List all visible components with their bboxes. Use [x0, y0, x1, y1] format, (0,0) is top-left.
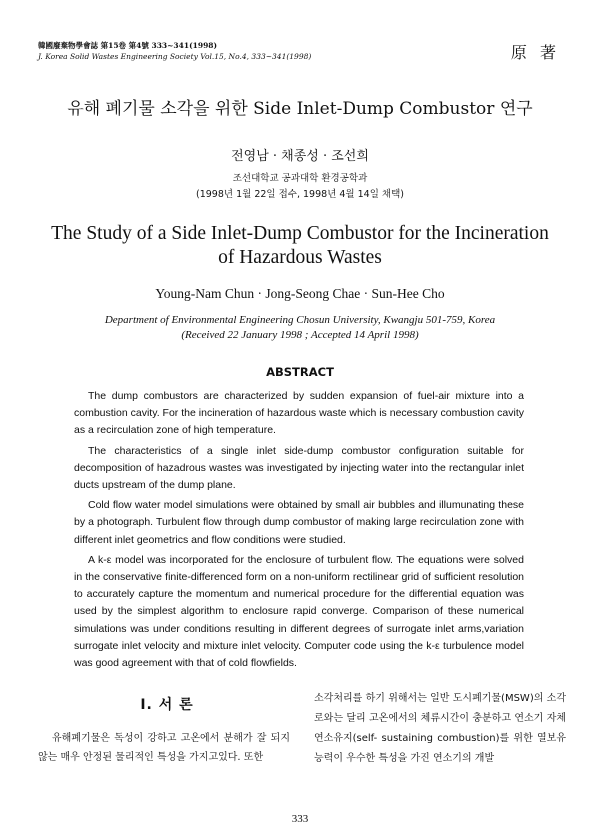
- affiliation-english: Department of Environmental Engineering Chosun University, Kwangju 501-759, Korea: [104, 314, 496, 326]
- title-english-line2: of Hazardous Wastes: [218, 247, 382, 268]
- abstract-paragraph: The characteristics of a single inlet side-dump combustor configuration suitable for decomposition of hazadrous wastes was investigated by injecting water into the rectangular inlet ducts upstream of the dump plane.: [74, 444, 524, 492]
- page-number: 333: [291, 813, 309, 825]
- title-english-line1: The Study of a Side Inlet-Dump Combustor for the Incineration: [51, 223, 549, 244]
- abstract-paragraph: The dump combustors are characterized by sudden expansion of fuel-air mixture into a combustion cavity. For the incineration of hazardous waste which is necessary combustion cavity as a recirculation zone of high temperature.: [74, 390, 524, 437]
- abstract-paragraph: A k-ε model was incorporated for the enclosure of turbulent flow. The equations were solved in the conservative finite-differenced form on a non-uniform rectilinear grid of sufficient resolution to accurately capture the momentum and numerical procedure for the differential equation was used by the simplest algorithm to enclosure rapid converge. Comparison of these numerical simulations was under conditions resulting in different degrees of surrogate inlet arms,variation surrogate inlet velocity and mixture inlet velocity. Computer code using the k-ε turbulence model was good agreement with that of cold flowfields.: [74, 553, 524, 670]
- affiliation-english-block: [40, 313, 560, 343]
- right-column: [314, 689, 566, 769]
- title-english: [40, 222, 560, 270]
- affiliation-korean: 조선대학교 공과대학 환경공학과: [232, 173, 368, 184]
- abstract-paragraph: Cold flow water model simulations were obtained by small air bubbles and illumunating these by a photograph. Turbulent flow through dump combustor of making large recirculation zone with different inlet geometrics and flow conditions were studied.: [74, 499, 524, 546]
- body-paragraph: 유해폐기물은 독성이 강하고 고온에서 분해가 잘 되지않는 매우 안정된 물리적인 특성을 가지고있다. 또한: [38, 733, 290, 763]
- journal-name-ko: 韓國廢棄物學會誌 第15卷 第4號 333~341(1998): [38, 41, 218, 50]
- left-column: [38, 729, 290, 767]
- authors-korean: 전영남 · 채종성 · 조선희: [231, 149, 369, 164]
- authors-english: Young-Nam Chun · Jong-Seong Chae · Sun-Hee Cho: [155, 286, 445, 301]
- section-heading-introduction: Ⅰ. 서 론: [140, 697, 194, 713]
- received-date-english: (Received 22 January 1998 ; Accepted 14 April 1998): [181, 329, 419, 341]
- title-korean: 유해 폐기물 소각을 위한 Side Inlet-Dump Combustor 연구: [67, 99, 533, 119]
- received-date-korean: (1998년 1월 22일 접수, 1998년 4월 14일 채택): [196, 189, 404, 200]
- article-type-label: 原 著: [510, 43, 560, 62]
- journal-header: [38, 40, 311, 62]
- abstract-heading: ABSTRACT: [266, 365, 334, 379]
- journal-name-en: J. Korea Solid Wastes Engineering Society Vol.15, No.4, 333~341(1998): [38, 52, 312, 61]
- body-paragraph: 소각처리를 하기 위해서는 일반 도시폐기물(MSW)의 소각로와는 달리 고온에서의 체류시간이 충분하고 연소기 자체 연소유지(self- sustaining combustion)를 위한 열보유 능력이 우수한 특성을 가진 연소기의 개발: [314, 693, 566, 764]
- abstract-body: [74, 388, 524, 675]
